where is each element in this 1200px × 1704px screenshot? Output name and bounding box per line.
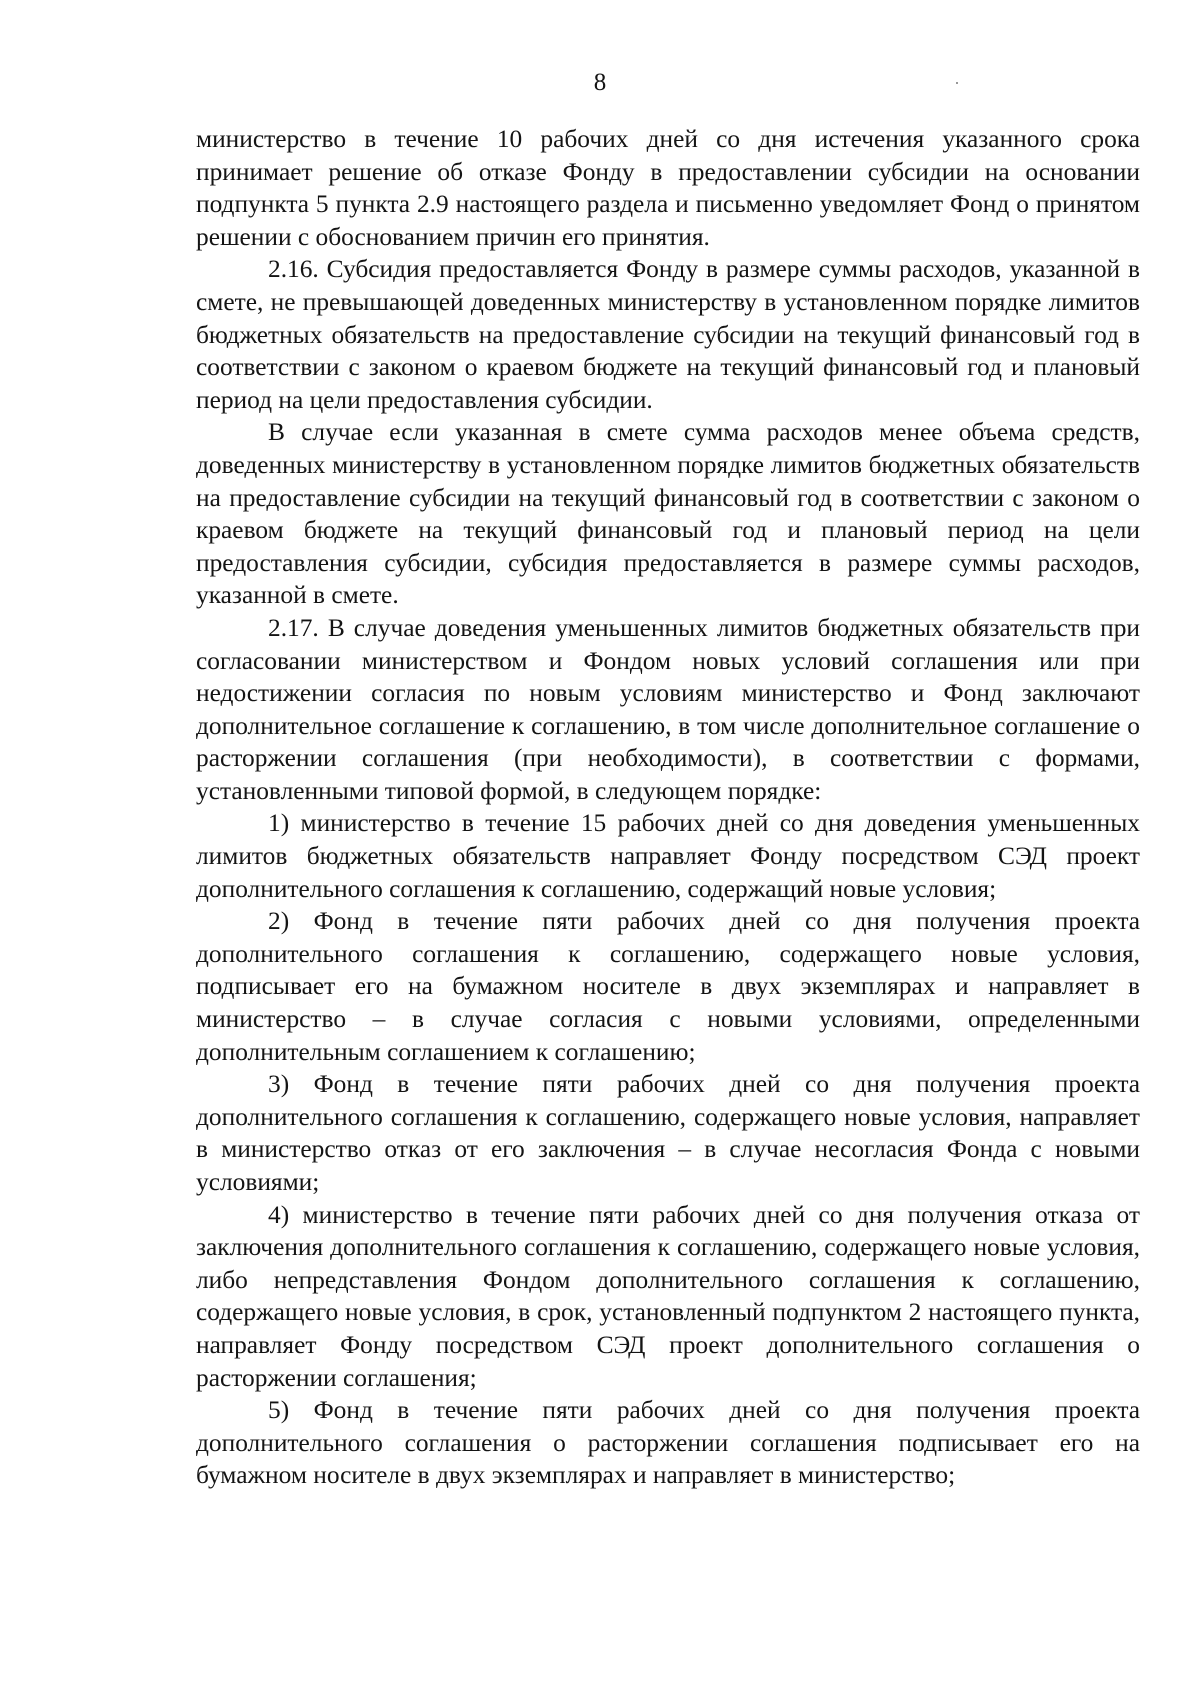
paragraph-2-17: 2.17. В случае доведения уменьшенных лимитов бюджетных обязательств при согласовании министерством и Фондом новых условий соглашения или при недостижении согласия по новым условиям министерство и Фонд заключают дополнительное соглашение к соглашению, в том числе дополнительное соглашение о расторжении соглашения (при необходимости), в соответствии с формами, установленными типовой формой, в следующем порядке:: [196, 613, 1140, 805]
list-item-2: 2) Фонд в течение пяти рабочих дней со дня получения проекта дополнительного соглашения к соглашению, содержащего новые условия, подписывает его на бумажном носителе в двух экземплярах и направляет в министерство – в случае согласия с новыми условиями, определенными дополнительным соглашением к соглашению;: [196, 907, 1140, 1066]
paragraph-2-16: 2.16. Субсидия предоставляется Фонду в размере суммы расходов, указанной в смете, не превышающей доведенных министерству в установленном порядке лимитов бюджетных обязательств на предоставление субсидии на текущий финансовый год в соответствии с законом о краевом бюджете на текущий финансовый год и плановый период на цели предоставления субсидии.: [196, 255, 1140, 414]
paragraph-continuation: министерство в течение 10 рабочих дней со дня истечения указанного срока принимает решение об отказе Фонду в предоставлении субсидии на основании подпункта 5 пункта 2.9 настоящего раздела и письменно уведомляет Фонд о принятом решении с обоснованием причин его принятия.: [196, 125, 1140, 251]
paragraph-2-16-case: В случае если указанная в смете сумма расходов менее объема средств, доведенных министерству в установленном порядке лимитов бюджетных обязательств на предоставление субсидии на текущий финансовый год в соответствии с законом о краевом бюджете на текущий финансовый год и плановый период на цели предоставления субсидии, субсидия предоставляется в размере суммы расходов, указанной в смете.: [196, 418, 1140, 610]
page-number: 8: [593, 69, 607, 96]
document-body: [196, 123, 1140, 1492]
list-item-4: 4) министерство в течение пяти рабочих дней со дня получения отказа от заключения дополнительного соглашения к соглашению, содержащего новые условия, либо непредставления Фондом дополнительного соглашения к соглашению, содержащего новые условия, в срок, установленный подпунктом 2 настоящего пункта, направляет Фонду посредством СЭД проект дополнительного соглашения о расторжении соглашения;: [196, 1200, 1140, 1392]
scan-speck: [956, 82, 958, 84]
list-item-1: 1) министерство в течение 15 рабочих дней со дня доведения уменьшенных лимитов бюджетных обязательств направляет Фонду посредством СЭД проект дополнительного соглашения к соглашению, содержащий новые условия;: [196, 809, 1140, 903]
list-item-5: 5) Фонд в течение пяти рабочих дней со дня получения проекта дополнительного соглашения о расторжении соглашения подписывает его на бумажном носителе в двух экземплярах и направляет в министерство;: [196, 1396, 1140, 1490]
list-item-3: 3) Фонд в течение пяти рабочих дней со дня получения проекта дополнительного соглашения к соглашению, содержащего новые условия, направляет в министерство отказ от его заключения – в случае несогласия Фонда с новыми условиями;: [196, 1070, 1140, 1196]
